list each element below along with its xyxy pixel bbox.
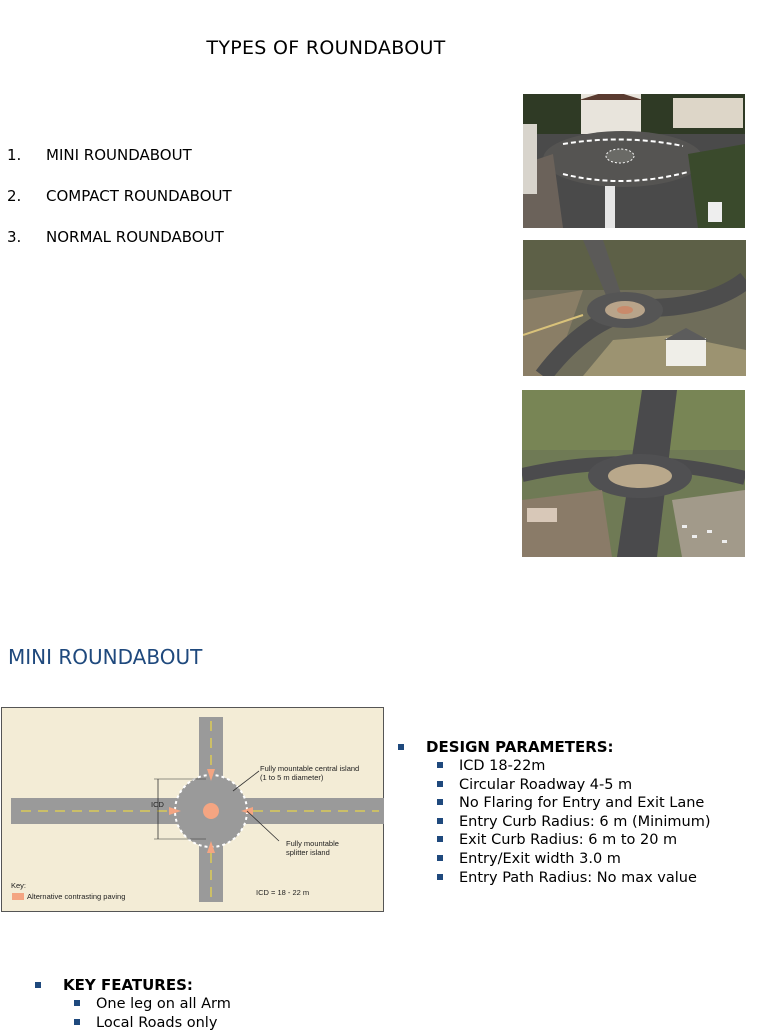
feature-text: One leg on all Arm: [96, 996, 231, 1012]
list-item: [437, 794, 764, 813]
list-label: MINI ROUNDABOUT: [46, 146, 192, 164]
page-title: TYPES OF ROUNDABOUT: [206, 37, 446, 59]
list-label: NORMAL ROUNDABOUT: [46, 228, 224, 246]
list-item: [74, 1014, 435, 1032]
bullet-icon: [437, 855, 443, 861]
bullet-icon: [437, 874, 443, 880]
key-features-heading: KEY FEATURES:: [63, 976, 193, 994]
design-parameters-heading: DESIGN PARAMETERS:: [426, 738, 614, 756]
list-item: [437, 850, 764, 869]
parameter-text: Exit Curb Radius: 6 m to 20 m: [459, 832, 678, 849]
mini-roundabout-diagram: [1, 707, 384, 912]
icd-label: ICD: [151, 800, 164, 809]
parameter-text: Entry/Exit width 3.0 m: [459, 850, 621, 867]
normal-roundabout-photo: [522, 390, 745, 557]
feature-text: Local Roads only: [96, 1014, 218, 1031]
list-number: 3.: [7, 228, 22, 246]
list-item: [437, 813, 764, 832]
design-parameters-heading-row: [398, 738, 764, 756]
list-item: [437, 831, 764, 850]
key-features-heading-row: [35, 976, 435, 994]
mini-roundabout-photo: [523, 94, 745, 228]
list-number: 1.: [7, 146, 22, 164]
compact-roundabout-photo: [523, 240, 746, 376]
list-item: [7, 228, 224, 246]
bullet-icon: [437, 818, 443, 824]
parameter-text: Entry Curb Radius: 6 m (Minimum): [459, 813, 711, 830]
list-item: [7, 146, 192, 164]
section-heading: MINI ROUNDABOUT: [8, 645, 203, 669]
parameter-text: Entry Path Radius: No max value: [459, 869, 697, 886]
key-title: Key:: [11, 881, 27, 890]
list-item: [74, 995, 435, 1014]
bullet-icon: [437, 781, 443, 787]
splitter-island-label: Fully mountable: [286, 839, 339, 848]
key-item-label: Alternative contrasting paving: [27, 892, 126, 901]
list-item: [437, 776, 764, 795]
bullet-icon: [398, 744, 404, 750]
bullet-icon: [437, 799, 443, 805]
parameter-text: ICD 18-22m: [459, 758, 546, 774]
parameter-text: Circular Roadway 4-5 m: [459, 776, 633, 793]
central-island-label: Fully mountable central island: [260, 764, 360, 773]
central-island-size-label: (1 to 5 m diameter): [260, 773, 324, 782]
bullet-icon: [74, 1000, 80, 1006]
list-item: [437, 869, 764, 888]
list-label: COMPACT ROUNDABOUT: [46, 187, 232, 205]
icd-range-label: ICD = 18 - 22 m: [256, 888, 310, 897]
list-item: [7, 187, 232, 205]
parameter-text: No Flaring for Entry and Exit Lane: [459, 795, 705, 812]
list-item: [437, 757, 764, 776]
bullet-icon: [35, 982, 41, 988]
bullet-icon: [437, 836, 443, 842]
bullet-icon: [437, 762, 443, 768]
list-number: 2.: [7, 187, 22, 205]
design-parameters-list: [398, 738, 764, 887]
splitter-island-label-2: splitter island: [286, 848, 330, 857]
